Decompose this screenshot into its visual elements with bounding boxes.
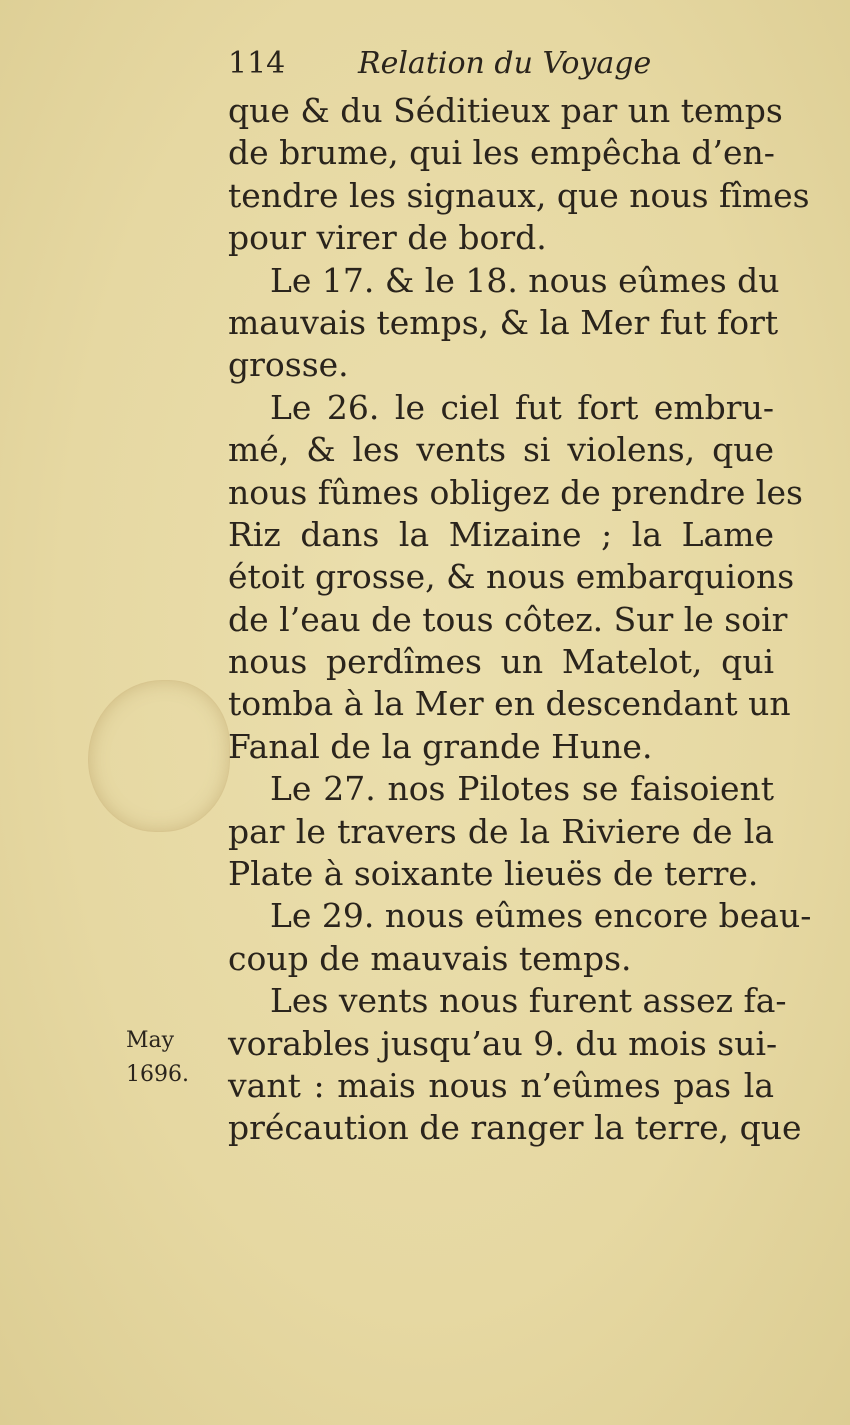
text-line: mé, & les vents si violens, que <box>228 430 774 470</box>
page-header <box>228 46 774 90</box>
text-line: étoit grosse, & nous embarquions <box>228 557 795 597</box>
margin-note <box>126 1024 196 1092</box>
text-line: Riz dans la Mizaine ; la Lame <box>228 514 774 554</box>
margin-note-month: May <box>126 1028 175 1053</box>
text-line: Le 27. nos Pilotes se faisoient <box>270 769 774 809</box>
text-line: pour virer de bord. <box>228 218 547 258</box>
text-line: vant : mais nous n’eûmes pas la <box>228 1065 774 1105</box>
text-line: par le travers de la Riviere de la <box>228 811 774 851</box>
text-line: nous fûmes obligez de prendre les <box>228 472 803 512</box>
text-line: Le 26. le ciel fut fort embru- <box>270 387 774 427</box>
text-line: coup de mauvais temps. <box>228 938 632 978</box>
text-line: précaution de ranger la terre, que <box>228 1108 802 1148</box>
text-line: de brume, qui les empêcha d’en- <box>228 133 775 173</box>
text-line: Fanal de la grande Hune. <box>228 726 653 766</box>
text-line: Plate à soixante lieuës de terre. <box>228 854 759 894</box>
text-line: que & du Séditieux par un temps <box>228 91 783 130</box>
text-line: mauvais temps, & la Mer fut fort <box>228 302 779 342</box>
text-line: Le 29. nous eûmes encore beau- <box>270 896 812 936</box>
text-line: tomba à la Mer en descendant un <box>228 684 791 724</box>
text-line: nous perdîmes un Matelot, qui <box>228 642 774 682</box>
running-head: Relation du Voyage <box>358 46 652 81</box>
text-line: vorables jusqu’au 9. du mois sui- <box>228 1023 778 1063</box>
text-line: de l’eau de tous côtez. Sur le soir <box>228 599 788 639</box>
body-text <box>228 90 812 1150</box>
text-line: Les vents nous furent assez fa- <box>270 981 787 1021</box>
text-line: tendre les signaux, que nous fîmes <box>228 175 810 215</box>
margin-note-year: 1696. <box>126 1062 189 1087</box>
text-line: Le 17. & le 18. nous eûmes du <box>270 260 780 300</box>
page-number: 114 <box>228 46 286 81</box>
text-line: grosse. <box>228 345 349 385</box>
water-stain <box>88 680 230 832</box>
